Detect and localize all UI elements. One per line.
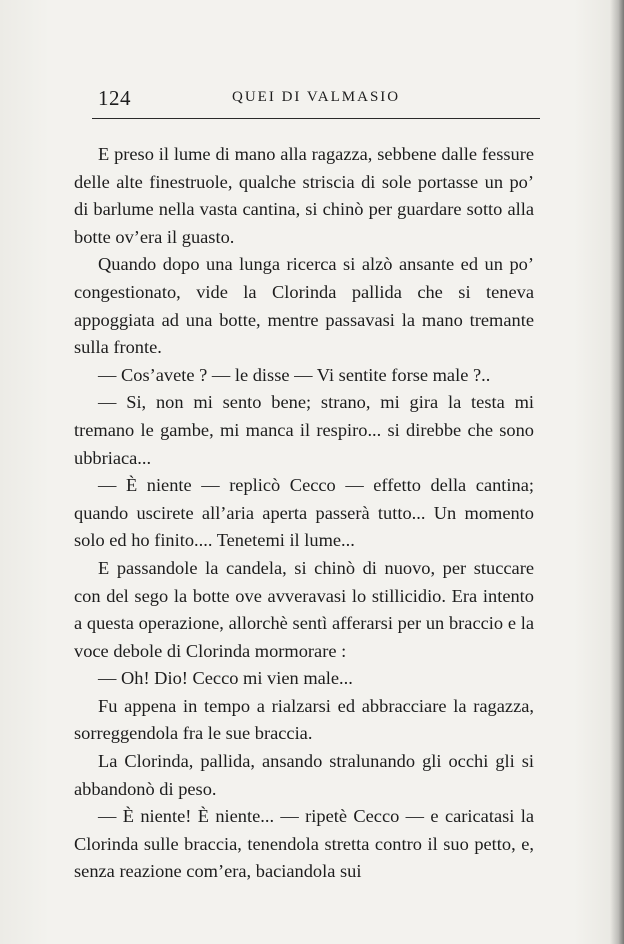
paragraph: Fu appena in tempo a rialzarsi ed abbracciare la ragazza, sorreggendola fra le sue braccia. [74, 695, 534, 744]
paragraph: — È niente! È niente... — ripetè Cecco — e caricatasi la Clorinda sulle braccia, tenendola stretta contro il suo petto, e, senza reazione com’era, baciandola sui [74, 806, 534, 882]
paragraph: La Clorinda, pallida, ansando stralunando gli occhi gli si abbandonò di peso. [74, 751, 534, 799]
paragraph: — Cos’avete ? — le disse — Vi sentite forse male ?.. [98, 364, 491, 385]
body-text [74, 141, 534, 886]
page-edge-shadow [610, 0, 624, 944]
paragraph: — È niente — replicò Cecco — effetto della cantina; quando uscirete all’aria aperta passerà tutto... Un momento solo ed ho finito.... Tenetemi il lume... [74, 475, 534, 551]
paragraph: E preso il lume di mano alla ragazza, sebbene dalle fessure delle alte finestruole, qualche striscia di sole portasse un po’ di barlume nella vasta cantina, si chinò per guardare sotto alla botte ov’era il guasto. [74, 144, 534, 247]
page-header [96, 86, 540, 110]
paragraph: — Si, non mi sento bene; strano, mi gira la testa mi tremano le gambe, mi manca il respiro... si direbbe che sono ubbriaca... [74, 392, 534, 468]
paragraph: E passandole la candela, si chinò di nuovo, per stuccare con del sego la botte ove avveravasi lo stillicidio. Era intento a questa operazione, allorchè sentì afferarsi per un braccio e la voce debole di Clorinda mormorare : [74, 557, 534, 661]
running-title: QUEI DI VALMASIO [232, 89, 401, 105]
page-number: 124 [98, 86, 131, 110]
header-rule [92, 118, 540, 119]
paragraph: — Oh! Dio! Cecco mi vien male... [98, 668, 353, 689]
paragraph: Quando dopo una lunga ricerca si alzò ansante ed un po’ congestionato, vide la Clorinda pallida che si teneva appoggiata ad una botte, mentre passavasi la mano tremante sulla fronte. [74, 254, 534, 358]
